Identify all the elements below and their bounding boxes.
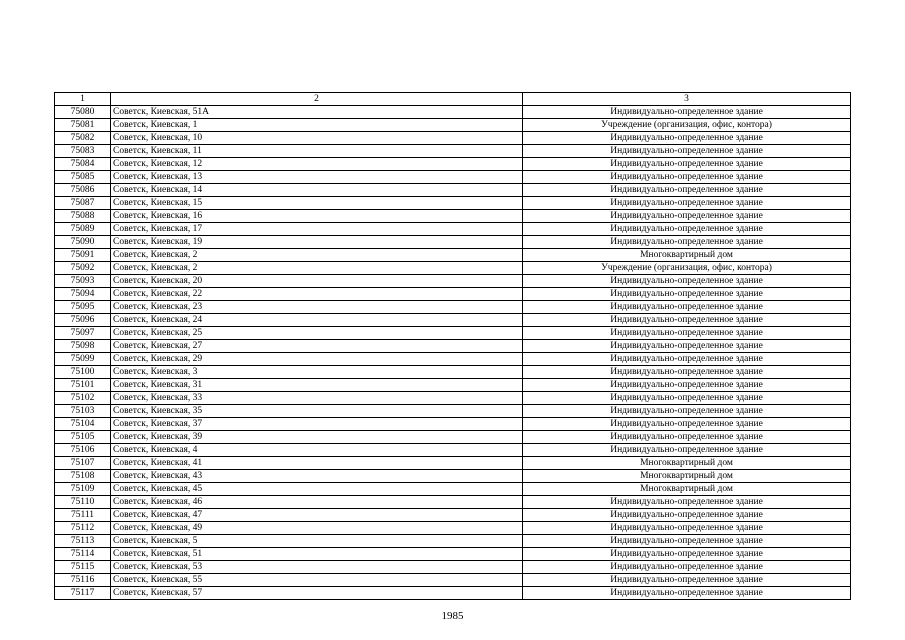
row-number-cell: 75089	[55, 223, 111, 236]
object-type-cell: Индивидуально-определенное здание	[523, 418, 851, 431]
object-type-cell: Индивидуально-определенное здание	[523, 574, 851, 587]
table-row	[55, 548, 851, 561]
object-type-cell: Учреждение (организация, офис, контора)	[523, 262, 851, 275]
row-number-cell: 75088	[55, 210, 111, 223]
table-row	[55, 249, 851, 262]
table-row	[55, 327, 851, 340]
address-cell: Советск, Киевская, 39	[111, 431, 523, 444]
table-row	[55, 587, 851, 600]
row-number-cell: 75112	[55, 522, 111, 535]
row-number-cell: 75109	[55, 483, 111, 496]
row-number-cell: 75094	[55, 288, 111, 301]
table-row	[55, 197, 851, 210]
address-cell: Советск, Киевская, 29	[111, 353, 523, 366]
table-row	[55, 522, 851, 535]
table-row	[55, 171, 851, 184]
table-header-row	[55, 93, 851, 106]
object-type-cell: Индивидуально-определенное здание	[523, 535, 851, 548]
address-cell: Советск, Киевская, 19	[111, 236, 523, 249]
table-body	[55, 106, 851, 600]
table-row	[55, 353, 851, 366]
address-cell: Советск, Киевская, 33	[111, 392, 523, 405]
row-number-cell: 75104	[55, 418, 111, 431]
object-type-cell: Индивидуально-определенное здание	[523, 210, 851, 223]
object-type-cell: Индивидуально-определенное здание	[523, 171, 851, 184]
address-cell: Советск, Киевская, 10	[111, 132, 523, 145]
table-row	[55, 392, 851, 405]
table-row	[55, 223, 851, 236]
object-type-cell: Индивидуально-определенное здание	[523, 561, 851, 574]
object-type-cell: Многоквартирный дом	[523, 249, 851, 262]
address-cell: Советск, Киевская, 27	[111, 340, 523, 353]
table-row	[55, 561, 851, 574]
row-number-cell: 75107	[55, 457, 111, 470]
address-cell: Советск, Киевская, 51А	[111, 106, 523, 119]
row-number-cell: 75090	[55, 236, 111, 249]
address-cell: Советск, Киевская, 51	[111, 548, 523, 561]
address-cell: Советск, Киевская, 46	[111, 496, 523, 509]
address-cell: Советск, Киевская, 4	[111, 444, 523, 457]
row-number-cell: 75110	[55, 496, 111, 509]
object-type-cell: Индивидуально-определенное здание	[523, 587, 851, 600]
address-cell: Советск, Киевская, 12	[111, 158, 523, 171]
object-type-cell: Многоквартирный дом	[523, 470, 851, 483]
row-number-cell: 75106	[55, 444, 111, 457]
address-cell: Советск, Киевская, 45	[111, 483, 523, 496]
table-row	[55, 366, 851, 379]
row-number-cell: 75113	[55, 535, 111, 548]
object-type-cell: Индивидуально-определенное здание	[523, 236, 851, 249]
object-type-cell: Индивидуально-определенное здание	[523, 158, 851, 171]
row-number-cell: 75100	[55, 366, 111, 379]
object-type-cell: Индивидуально-определенное здание	[523, 431, 851, 444]
object-type-cell: Индивидуально-определенное здание	[523, 405, 851, 418]
row-number-cell: 75095	[55, 301, 111, 314]
table-row	[55, 509, 851, 522]
table-row	[55, 184, 851, 197]
object-type-cell: Индивидуально-определенное здание	[523, 275, 851, 288]
row-number-cell: 75091	[55, 249, 111, 262]
object-type-cell: Индивидуально-определенное здание	[523, 548, 851, 561]
table-row	[55, 418, 851, 431]
table-row	[55, 470, 851, 483]
table-row	[55, 210, 851, 223]
row-number-cell: 75085	[55, 171, 111, 184]
address-cell: Советск, Киевская, 13	[111, 171, 523, 184]
table-row	[55, 301, 851, 314]
object-type-cell: Индивидуально-определенное здание	[523, 327, 851, 340]
table-row	[55, 457, 851, 470]
address-cell: Советск, Киевская, 24	[111, 314, 523, 327]
row-number-cell: 75103	[55, 405, 111, 418]
object-type-cell: Многоквартирный дом	[523, 483, 851, 496]
address-cell: Советск, Киевская, 2	[111, 262, 523, 275]
address-cell: Советск, Киевская, 31	[111, 379, 523, 392]
object-type-cell: Индивидуально-определенное здание	[523, 314, 851, 327]
table-row	[55, 262, 851, 275]
object-type-cell: Индивидуально-определенное здание	[523, 353, 851, 366]
row-number-cell: 75082	[55, 132, 111, 145]
page-number: 1985	[441, 610, 464, 622]
row-number-cell: 75117	[55, 587, 111, 600]
object-type-cell: Индивидуально-определенное здание	[523, 197, 851, 210]
table-row	[55, 483, 851, 496]
address-cell: Советск, Киевская, 16	[111, 210, 523, 223]
address-cell: Советск, Киевская, 3	[111, 366, 523, 379]
table-row	[55, 288, 851, 301]
object-type-cell: Индивидуально-определенное здание	[523, 223, 851, 236]
table-row	[55, 496, 851, 509]
row-number-cell: 75097	[55, 327, 111, 340]
row-number-cell: 75114	[55, 548, 111, 561]
address-cell: Советск, Киевская, 37	[111, 418, 523, 431]
address-cell: Советск, Киевская, 41	[111, 457, 523, 470]
object-type-cell: Индивидуально-определенное здание	[523, 509, 851, 522]
address-cell: Советск, Киевская, 35	[111, 405, 523, 418]
object-type-cell: Индивидуально-определенное здание	[523, 301, 851, 314]
object-type-cell: Индивидуально-определенное здание	[523, 106, 851, 119]
table-row	[55, 132, 851, 145]
address-cell: Советск, Киевская, 14	[111, 184, 523, 197]
row-number-cell: 75086	[55, 184, 111, 197]
object-type-cell: Индивидуально-определенное здание	[523, 340, 851, 353]
address-cell: Советск, Киевская, 25	[111, 327, 523, 340]
address-cell: Советск, Киевская, 22	[111, 288, 523, 301]
address-cell: Советск, Киевская, 11	[111, 145, 523, 158]
address-cell: Советск, Киевская, 23	[111, 301, 523, 314]
object-type-cell: Учреждение (организация, офис, контора)	[523, 119, 851, 132]
object-type-cell: Индивидуально-определенное здание	[523, 444, 851, 457]
object-type-cell: Индивидуально-определенное здание	[523, 392, 851, 405]
row-number-cell: 75108	[55, 470, 111, 483]
address-cell: Советск, Киевская, 20	[111, 275, 523, 288]
row-number-cell: 75102	[55, 392, 111, 405]
table-row	[55, 275, 851, 288]
address-cell: Советск, Киевская, 55	[111, 574, 523, 587]
object-type-cell: Многоквартирный дом	[523, 457, 851, 470]
table-row	[55, 431, 851, 444]
object-type-cell: Индивидуально-определенное здание	[523, 288, 851, 301]
table-row	[55, 379, 851, 392]
column-header-3: 3	[523, 93, 851, 106]
address-cell: Советск, Киевская, 49	[111, 522, 523, 535]
table-row	[55, 535, 851, 548]
table-row	[55, 405, 851, 418]
table-row	[55, 314, 851, 327]
row-number-cell: 75096	[55, 314, 111, 327]
table-row	[55, 158, 851, 171]
address-cell: Советск, Киевская, 53	[111, 561, 523, 574]
address-cell: Советск, Киевская, 57	[111, 587, 523, 600]
table-row	[55, 106, 851, 119]
address-cell: Советск, Киевская, 43	[111, 470, 523, 483]
table-row	[55, 236, 851, 249]
column-header-2: 2	[111, 93, 523, 106]
row-number-cell: 75087	[55, 197, 111, 210]
address-cell: Советск, Киевская, 15	[111, 197, 523, 210]
row-number-cell: 75081	[55, 119, 111, 132]
row-number-cell: 75099	[55, 353, 111, 366]
table-row	[55, 340, 851, 353]
row-number-cell: 75083	[55, 145, 111, 158]
object-type-cell: Индивидуально-определенное здание	[523, 522, 851, 535]
row-number-cell: 75116	[55, 574, 111, 587]
address-cell: Советск, Киевская, 5	[111, 535, 523, 548]
object-type-cell: Индивидуально-определенное здание	[523, 145, 851, 158]
address-cell: Советск, Киевская, 2	[111, 249, 523, 262]
row-number-cell: 75080	[55, 106, 111, 119]
address-cell: Советск, Киевская, 17	[111, 223, 523, 236]
row-number-cell: 75101	[55, 379, 111, 392]
object-type-cell: Индивидуально-определенное здание	[523, 132, 851, 145]
object-type-cell: Индивидуально-определенное здание	[523, 379, 851, 392]
address-cell: Советск, Киевская, 47	[111, 509, 523, 522]
registry-table	[54, 92, 851, 600]
row-number-cell: 75092	[55, 262, 111, 275]
address-cell: Советск, Киевская, 1	[111, 119, 523, 132]
column-header-1: 1	[55, 93, 111, 106]
table-row	[55, 119, 851, 132]
row-number-cell: 75111	[55, 509, 111, 522]
object-type-cell: Индивидуально-определенное здание	[523, 496, 851, 509]
row-number-cell: 75098	[55, 340, 111, 353]
row-number-cell: 75084	[55, 158, 111, 171]
table-row	[55, 145, 851, 158]
row-number-cell: 75093	[55, 275, 111, 288]
row-number-cell: 75105	[55, 431, 111, 444]
object-type-cell: Индивидуально-определенное здание	[523, 184, 851, 197]
table-row	[55, 574, 851, 587]
object-type-cell: Индивидуально-определенное здание	[523, 366, 851, 379]
table-row	[55, 444, 851, 457]
row-number-cell: 75115	[55, 561, 111, 574]
